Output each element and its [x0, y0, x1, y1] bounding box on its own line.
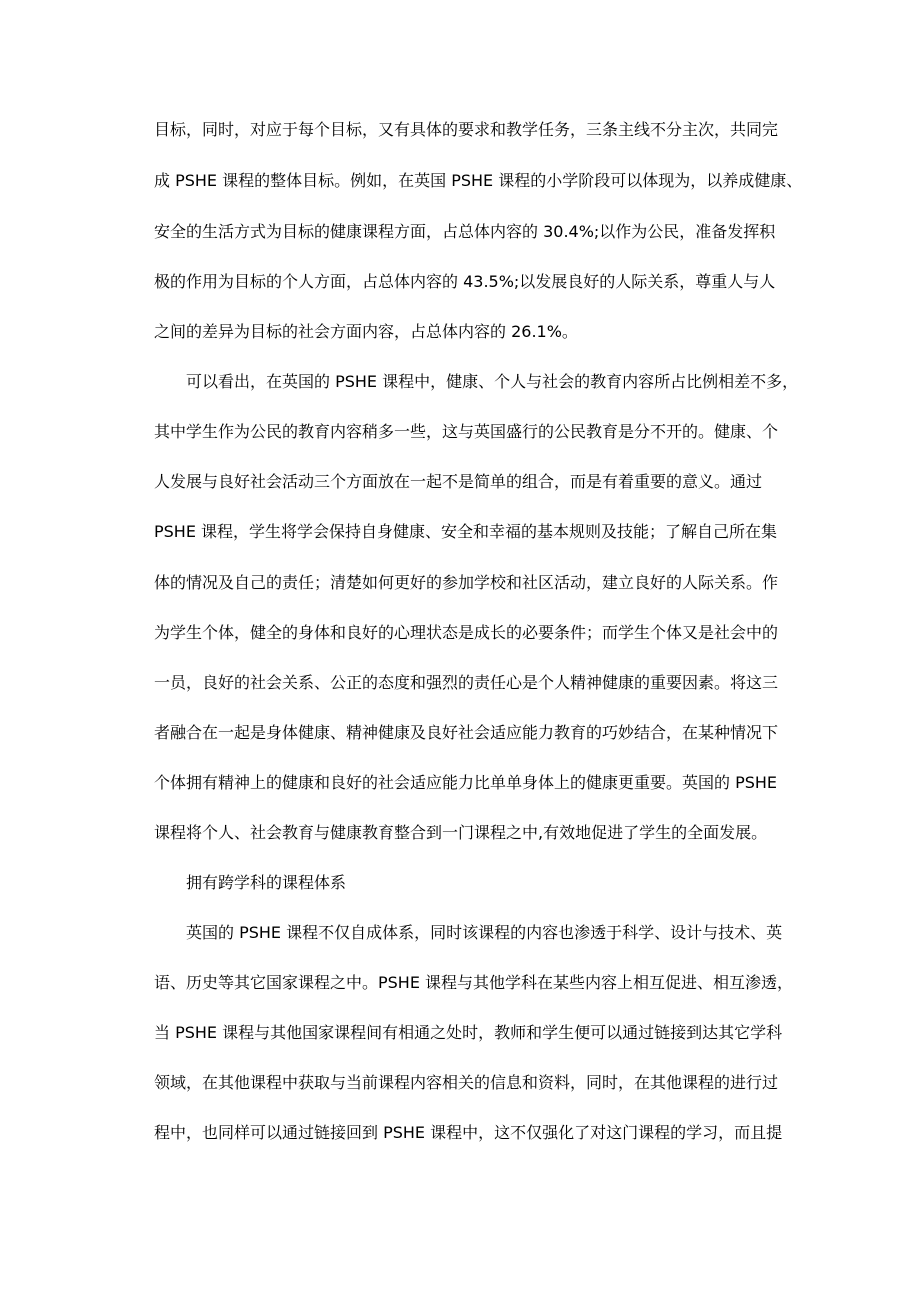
- text-line: 当 PSHE 课程与其他国家课程间有相通之处时，教师和学生便可以通过链接到达其它学科: [154, 1023, 783, 1042]
- text-line: 个体拥有精神上的健康和良好的社会适应能力比单单身体上的健康更重要。英国的 PSHE: [154, 773, 778, 792]
- text-line: 一员，良好的社会关系、公正的态度和强烈的责任心是个人精神健康的重要因素。将这三: [154, 673, 779, 692]
- text-line: 课程将个人、社会教育与健康教育整合到一门课程之中,有效地促进了学生的全面发展。: [154, 823, 768, 842]
- text-line: 目标，同时，对应于每个目标，又有具体的要求和教学任务，三条主线不分主次，共同完: [154, 120, 779, 139]
- text-line: 程中，也同样可以通过链接回到 PSHE 课程中，这不仅强化了对这门课程的学习，而且提: [154, 1123, 783, 1142]
- text-line: 领域，在其他课程中获取与当前课程内容相关的信息和资料，同时，在其他课程的进行过: [154, 1073, 779, 1092]
- text-line: 英国的 PSHE 课程不仅自成体系，同时该课程的内容也渗透于科学、设计与技术、英: [186, 923, 783, 942]
- text-line: 之间的差异为目标的社会方面内容，占总体内容的 26.1%。: [154, 322, 578, 341]
- text-line: 极的作用为目标的个人方面，占总体内容的 43.5%;以发展良好的人际关系，尊重人与人: [154, 272, 776, 291]
- text-line: 为学生个体，健全的身体和良好的心理状态是成长的必要条件；而学生个体又是社会中的: [154, 623, 779, 642]
- text-line: 者融合在一起是身体健康、精神健康及良好社会适应能力教育的巧妙结合，在某种情况下: [154, 723, 779, 742]
- text-line: 安全的生活方式为目标的健康课程方面，占总体内容的 30.4%;以作为公民，准备发挥积: [154, 222, 776, 241]
- text-line: 其中学生作为公民的教育内容稍多一些，这与英国盛行的公民教育是分不开的。健康、个: [154, 422, 779, 441]
- text-line: 可以看出，在英国的 PSHE 课程中，健康、个人与社会的教育内容所占比例相差不多，: [186, 372, 799, 391]
- text-line: 体的情况及自己的责任；清楚如何更好的参加学校和社区活动，建立良好的人际关系。作: [154, 573, 779, 592]
- section-heading: 拥有跨学科的课程体系: [186, 873, 347, 892]
- text-line: 语、历史等其它国家课程之中。PSHE 课程与其他学科在某些内容上相互促进、相互渗透，: [154, 973, 794, 992]
- text-line: PSHE 课程，学生将学会保持自身健康、安全和幸福的基本规则及技能；了解自己所在集: [154, 522, 778, 541]
- text-line: 成 PSHE 课程的整体目标。例如，在英国 PSHE 课程的小学阶段可以体现为，以养成健康、: [154, 171, 803, 190]
- text-line: 人发展与良好社会活动三个方面放在一起不是简单的组合，而是有着重要的意义。通过: [154, 472, 763, 491]
